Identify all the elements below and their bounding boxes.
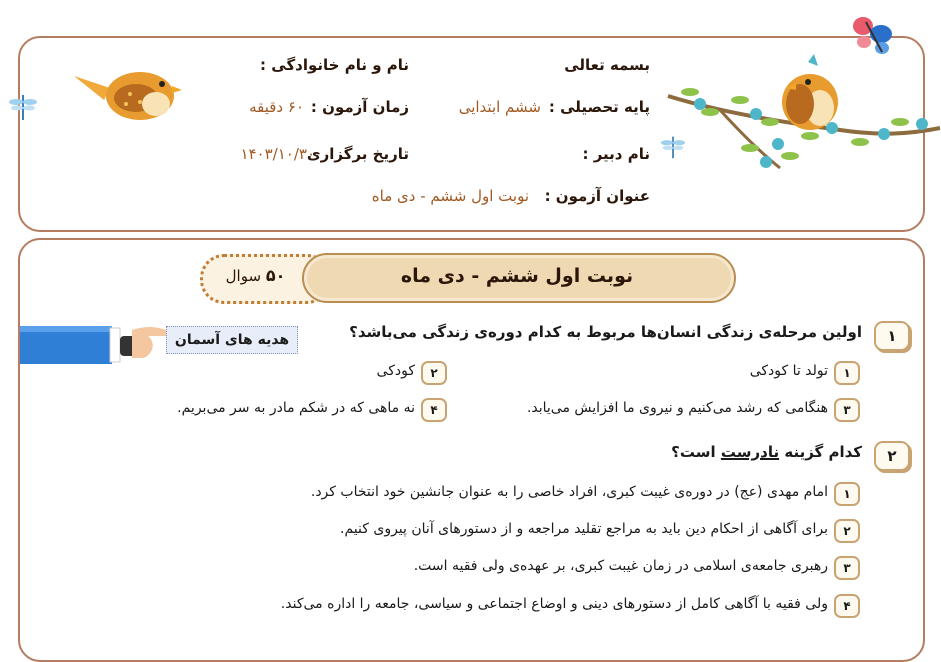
duration-label: زمان آزمون :	[310, 98, 409, 116]
question-count-text	[208, 254, 303, 298]
option-number-badge[interactable]: ۱	[834, 482, 860, 506]
duration-value: ۶۰ دقیقه	[249, 98, 304, 116]
branch-illustration	[660, 52, 941, 176]
option-text[interactable]: کودکی	[376, 363, 415, 379]
option-number-badge[interactable]: ۲	[421, 361, 447, 385]
bird-illustration	[70, 60, 182, 124]
grade-value: ششم ابتدایی	[458, 98, 541, 116]
exam-title-banner-text: نوبت اول ششم - دی ماه	[400, 265, 634, 287]
exam-title-label: عنوان آزمون :	[544, 187, 650, 205]
question-number-badge: ۱	[874, 321, 910, 351]
option-text[interactable]: ولی فقیه با آگاهی کامل از دستورهای دینی و اوضاع اجتماعی و سیاسی، جامعه را اداره می‌کند.	[280, 596, 828, 612]
option-number-badge[interactable]: ۴	[834, 594, 860, 618]
option-number-badge[interactable]: ۱	[834, 361, 860, 385]
option-text[interactable]: امام مهدی (عج) در دوره‌ی غیبت کبری، افراد خاصی را به عنوان جانشین خود انتخاب کرد.	[310, 484, 828, 500]
option-number-badge[interactable]: ۲	[834, 519, 860, 543]
question-number-badge: ۲	[874, 441, 910, 471]
question-text	[671, 443, 862, 461]
option-number-badge[interactable]: ۳	[834, 398, 860, 422]
option-number-badge[interactable]: ۴	[421, 398, 447, 422]
option-text[interactable]: هنگامی که رشد می‌کنیم و نیروی ما افزایش می‌یابد.	[526, 400, 828, 416]
question-emphasis: نادرست	[720, 443, 780, 461]
option-text[interactable]: نه ماهی که در شکم مادر به سر می‌بریم.	[177, 400, 415, 416]
grade-label: پایه تحصیلی :	[548, 98, 650, 116]
exam-title-value: نوبت اول ششم - دی ماه	[371, 187, 529, 205]
date-label: تاریخ برگزاری	[306, 145, 409, 163]
option-text[interactable]: تولد تا کودکی	[749, 363, 828, 379]
dragonfly-icon	[8, 92, 38, 122]
question-text: اولین مرحله‌ی زندگی انسان‌ها مربوط به کدام دوره‌ی زندگی می‌باشد؟	[349, 323, 862, 341]
question-text-part: است؟	[671, 443, 716, 461]
bismillah-text: بسمه تعالی	[564, 56, 650, 74]
option-number-badge[interactable]: ۳	[834, 556, 860, 580]
question-text-part: کدام گزینه	[784, 443, 862, 461]
pointing-hand-illustration	[20, 322, 170, 366]
question-count-number: ۵۰	[265, 266, 286, 285]
option-text[interactable]: رهبری جامعه‌ی اسلامی در زمان غیبت کبری، بر عهده‌ی ولی فقیه است.	[413, 558, 828, 574]
option-text[interactable]: برای آگاهی از احکام دین باید به مراجع تقلید مراجعه و از دستورهای آنان پیروی کنیم.	[340, 521, 828, 537]
teacher-label: نام دبیر :	[582, 145, 650, 163]
date-value: ۱۴۰۳/۱۰/۳۰	[240, 145, 315, 163]
question-count-word: سوال	[225, 267, 262, 285]
subject-tag: هدیه های آسمان	[166, 326, 298, 354]
student-name-label: نام و نام خانوادگی :	[260, 56, 409, 74]
